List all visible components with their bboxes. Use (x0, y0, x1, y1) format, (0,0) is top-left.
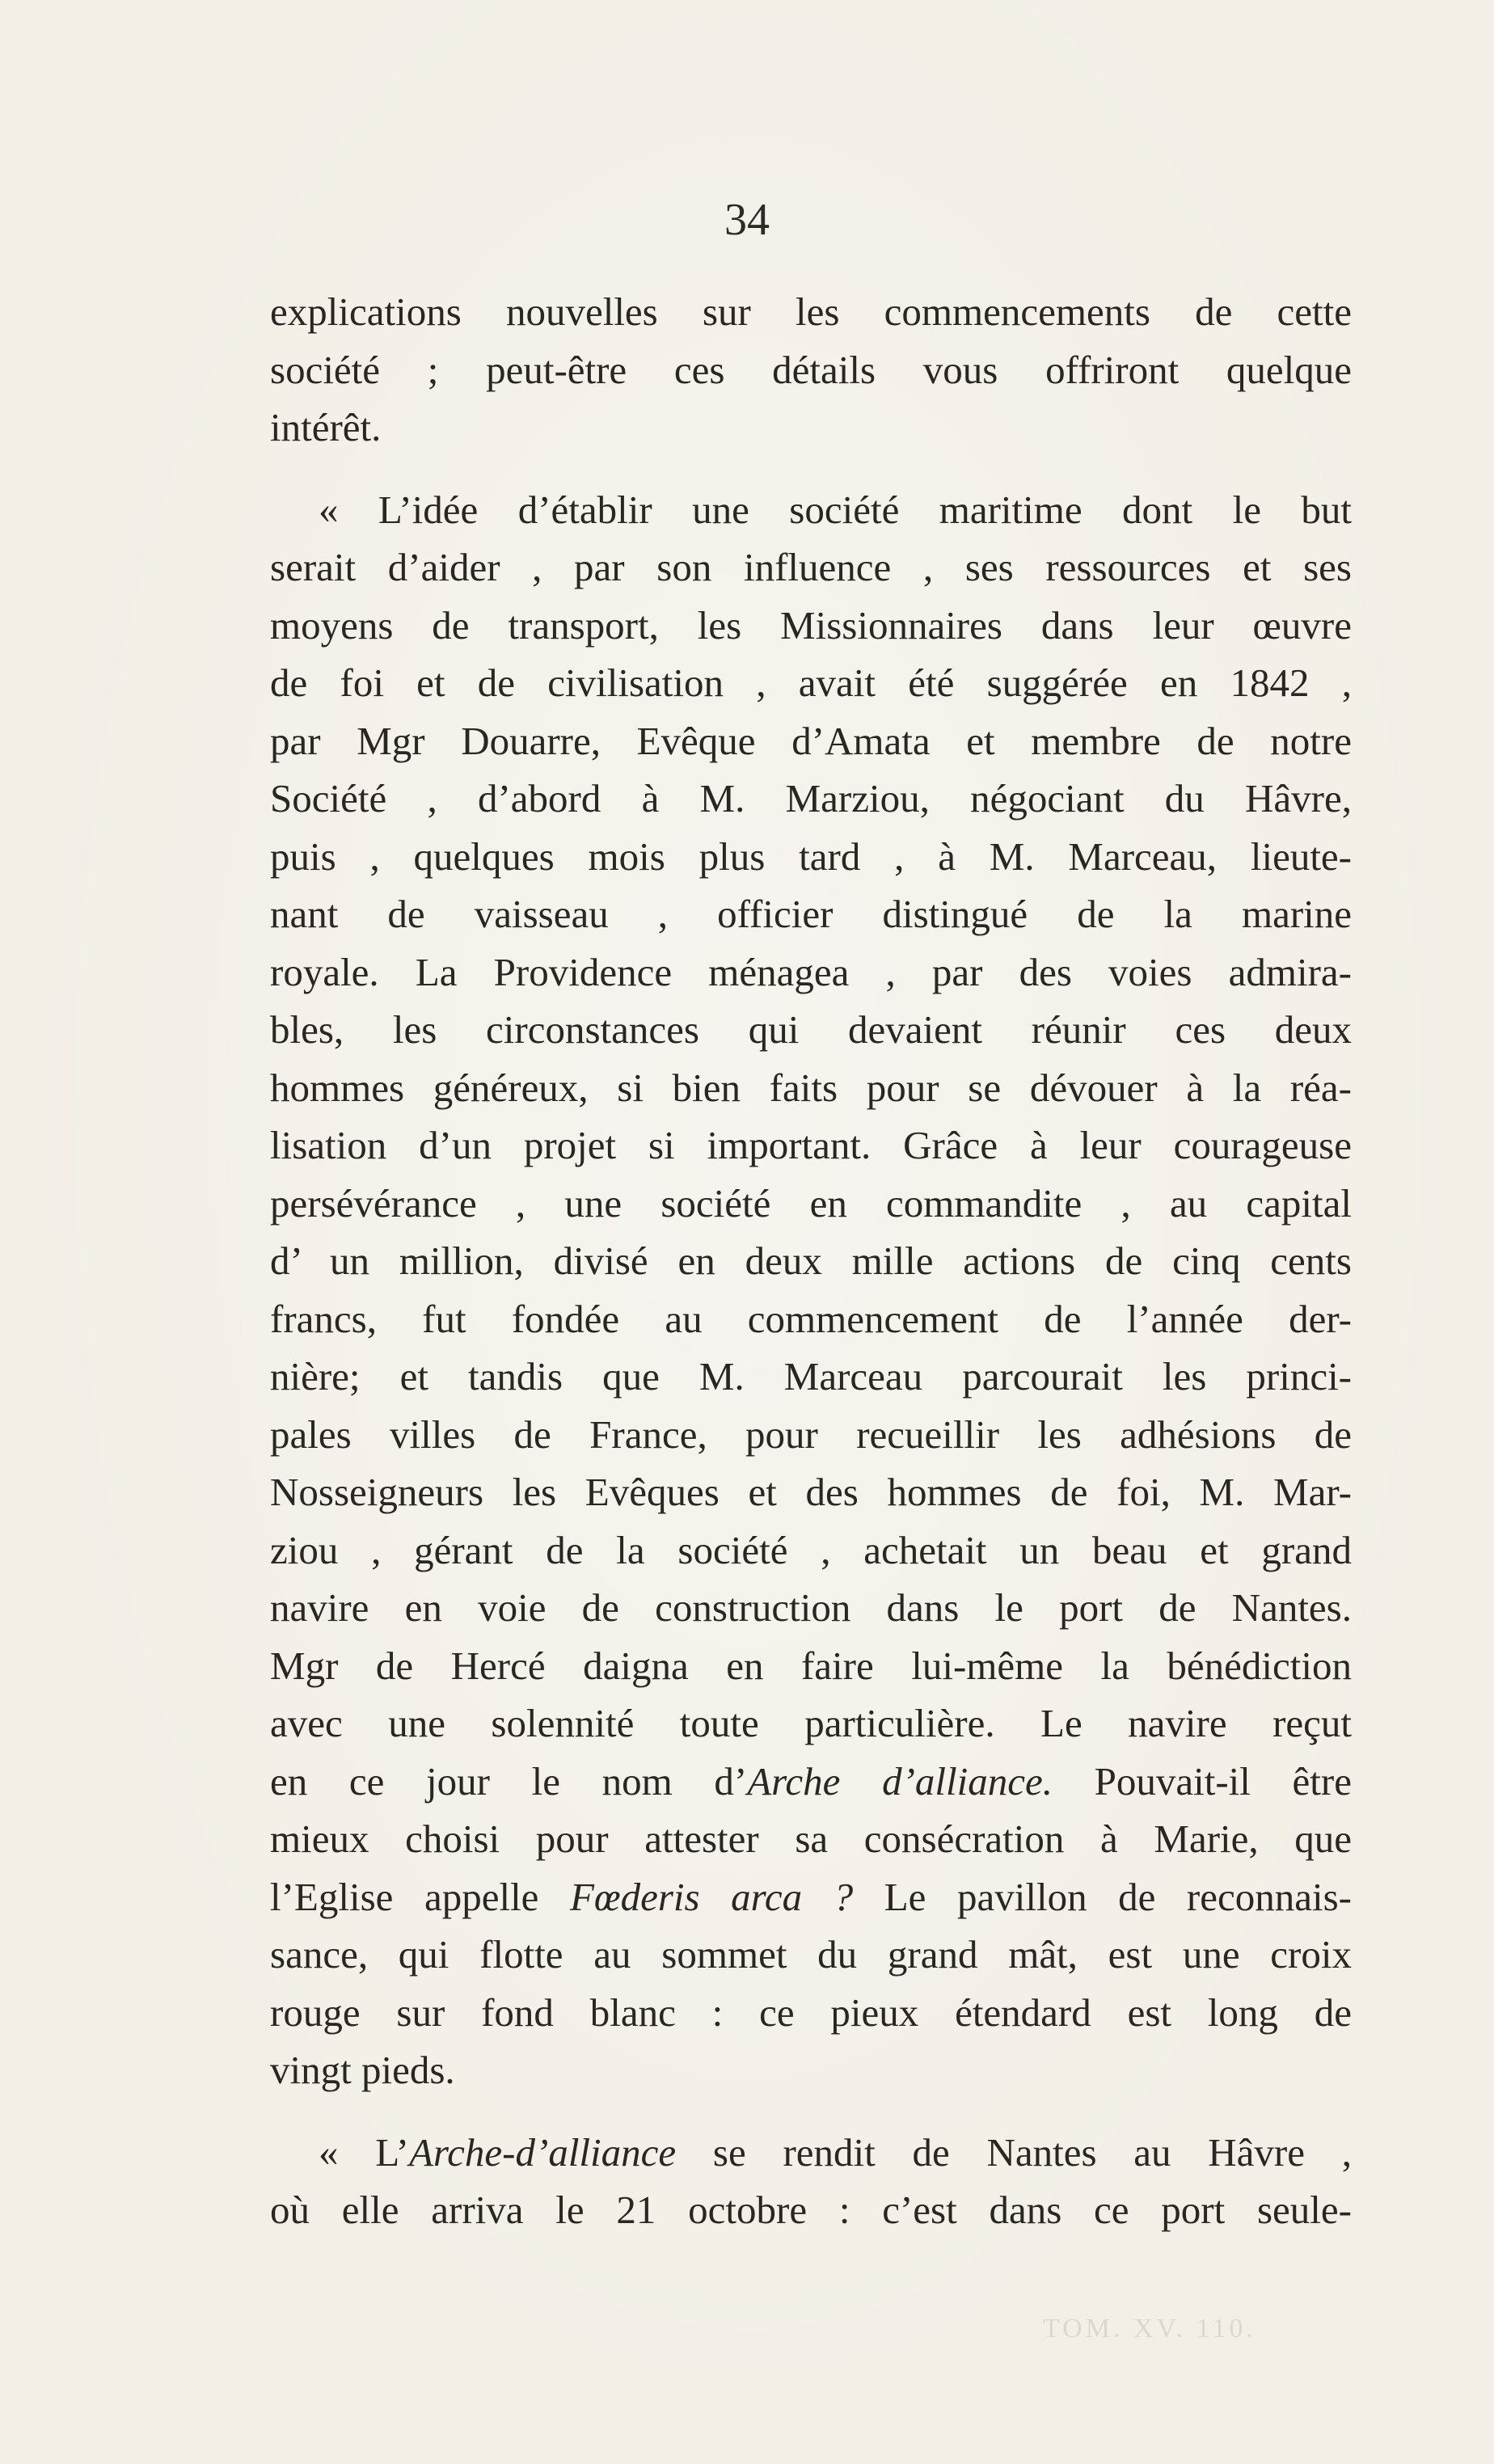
text-line: nant de vaisseau , officier distingué de la marine (270, 892, 1352, 936)
text-line: vingt pieds. (270, 2048, 455, 2092)
paragraph-3 (270, 2124, 1352, 2239)
paragraph-1 (270, 283, 1352, 457)
text-segment: « L’ (319, 2129, 409, 2175)
text-segment: Le pavillon de reconnais- (853, 1874, 1352, 1919)
ship-name-italic: Arche d’alliance. (747, 1758, 1053, 1804)
text-line: bles, les circonstances qui devaient réunir ces deux (270, 1007, 1352, 1052)
text-segment: se rendit de Nantes au Hâvre , (676, 2129, 1352, 2175)
text-line: mieux choisi pour attester sa consécration à Marie, que (270, 1816, 1352, 1861)
text-line: « L’idée d’établir une société maritime dont le but (319, 487, 1352, 532)
text-line: hommes généreux, si bien faits pour se dévouer à la réa- (270, 1065, 1352, 1110)
text-line: lisation d’un projet si important. Grâce à leur courageuse (270, 1123, 1352, 1167)
text-line: par Mgr Douarre, Evêque d’Amata et membre de notre (270, 718, 1352, 763)
text-line: Nosseigneurs les Evêques et des hommes de foi, M. Mar- (270, 1470, 1352, 1514)
text-line (270, 1753, 1352, 1811)
text-line: d’ un million, divisé en deux mille actions de cinq cents (270, 1238, 1352, 1283)
text-segment: en ce jour le nom d’ (270, 1758, 748, 1804)
text-line: intérêt. (270, 405, 382, 449)
text-line: nière; et tandis que M. Marceau parcourait les princi- (270, 1354, 1352, 1399)
text-line: Société , d’abord à M. Marziou, négociant du Hâvre, (270, 776, 1352, 821)
text-line: moyens de transport, les Missionnaires dans leur œuvre (270, 602, 1352, 648)
latin-phrase-italic: Fœderis arca ? (569, 1874, 854, 1919)
body-text (270, 283, 1352, 2239)
page-number: 34 (724, 195, 770, 245)
text-line: sance, qui flotte au sommet du grand mât, est une croix (270, 1932, 1352, 1977)
text-line (270, 2124, 1352, 2182)
text-line: ziou , gérant de la société , achetait un beau et grand (270, 1527, 1352, 1572)
text-line: pales villes de France, pour recueillir les adhésions de (270, 1411, 1352, 1457)
ship-name-italic: Arche-d’alliance (409, 2129, 677, 2175)
text-line: Mgr de Hercé daigna en faire lui-même la bénédiction (270, 1643, 1352, 1688)
text-line: persévérance , une société en commandite , au capital (270, 1180, 1352, 1226)
text-line: avec une solennité toute particulière. Le navire reçut (270, 1701, 1352, 1745)
text-line: francs, fut fondée au commencement de l’année der- (270, 1296, 1352, 1341)
text-line (270, 1868, 1352, 1926)
text-segment: Pouvait-il être (1052, 1758, 1352, 1804)
faint-signature-mark: TOM. XV. 110. (1043, 2314, 1256, 2344)
text-line: de foi et de civilisation , avait été suggérée en 1842 , (270, 660, 1352, 705)
text-line: navire en voie de construction dans le port de Nantes. (270, 1585, 1352, 1630)
text-line: serait d’aider , par son influence , ses ressources et ses (270, 545, 1352, 589)
text-line: rouge sur fond blanc : ce pieux étendard est long de (270, 1989, 1352, 2035)
text-line: société ; peut-être ces détails vous offriront quelque (270, 347, 1352, 392)
text-line: explications nouvelles sur les commencements de cette (270, 289, 1352, 334)
text-line: royale. La Providence ménagea , par des voies admira- (270, 949, 1352, 994)
paragraph-2 (270, 481, 1352, 2099)
text-line: où elle arriva le 21 octobre : c’est dans ce port seule- (270, 2188, 1352, 2232)
text-line: puis , quelques mois plus tard , à M. Marceau, lieute- (270, 833, 1352, 879)
text-segment: l’Eglise appelle (270, 1874, 570, 1919)
